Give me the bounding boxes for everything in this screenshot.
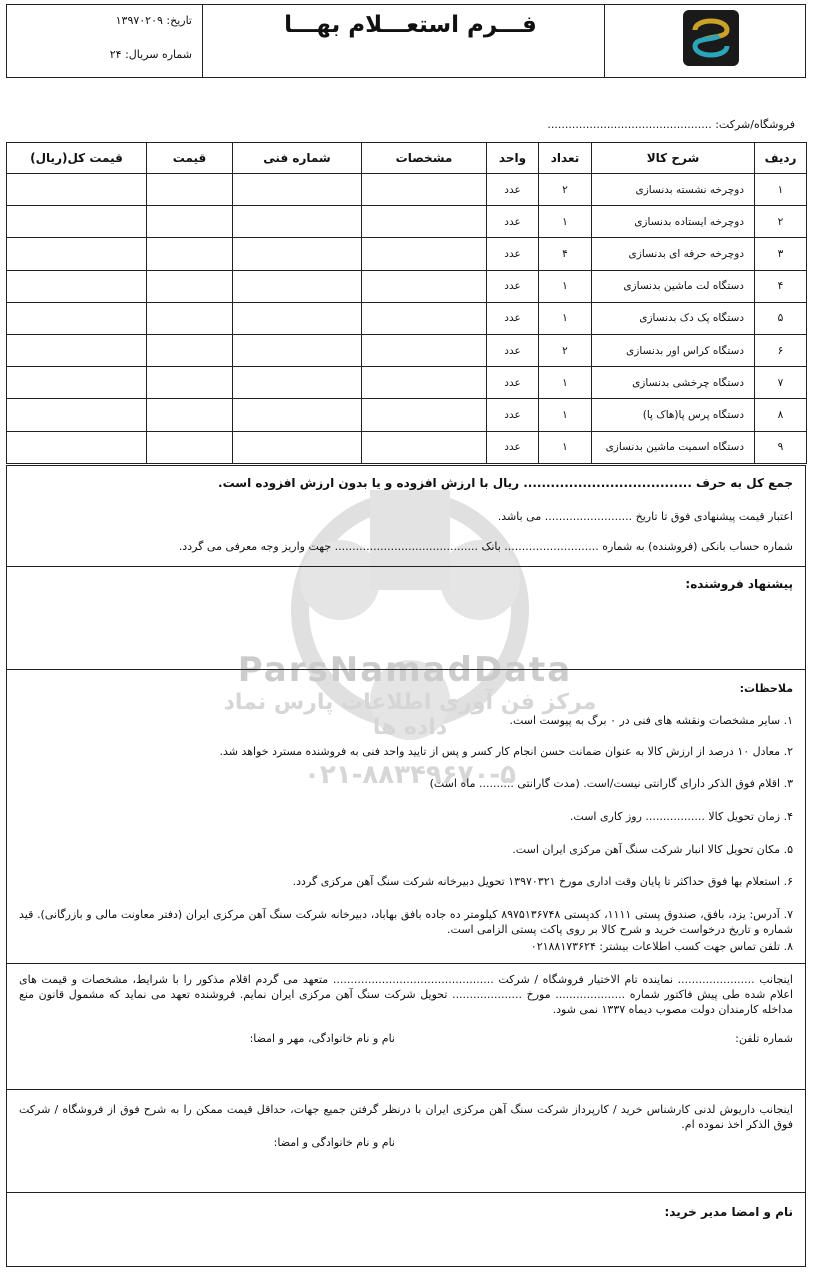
item-total-cell[interactable] xyxy=(7,399,147,431)
item-part-number-cell[interactable] xyxy=(233,206,362,238)
total-in-words: جمع کل به حرف ..................................... ریال با ارزش افزوده و یا بدون ارزش افزوده است. xyxy=(218,476,793,490)
seller-offer-section xyxy=(6,566,806,670)
item-unit: عدد xyxy=(487,238,539,270)
watermark-line: مرکز فن آوری اطلاعات پارس نماد داده ها xyxy=(223,690,597,740)
col-header-specs: مشخصات xyxy=(362,143,487,174)
note-item: ۵. مکان تحویل کالا انبار شرکت سنگ آهن مرکزی ایران است. xyxy=(512,843,793,856)
note-item: ۷. آدرس: یزد، بافق، صندوق پستی ۱۱۱۱، کدپستی ۸۹۷۵۱۳۶۷۴۸ کیلومتر ده جاده بافق بهاباد، دبیرخانه شرکت سنگ آهن مرکزی ایران (دفتر معاونت مالی و بازرگانی). قید شماره و تاریخ درخواست خرید و شرح کالا بر روی پاکت پستی الزامی است. xyxy=(19,908,793,936)
watermark-brand: ParsNamadData xyxy=(237,650,573,690)
table-row xyxy=(7,334,807,366)
item-specs-cell[interactable] xyxy=(362,334,487,366)
item-specs-cell[interactable] xyxy=(362,174,487,206)
seller-offer-label: پیشنهاد فروشنده: xyxy=(685,577,793,591)
item-unit: عدد xyxy=(487,334,539,366)
manager-signature-label: نام و امضا مدیر خرید: xyxy=(664,1205,793,1219)
item-total-cell[interactable] xyxy=(7,206,147,238)
notes-label: ملاحظات: xyxy=(739,682,793,695)
note-item: ۶. استعلام بها فوق حداکثر تا پایان وقت اداری مورخ ۱۳۹۷۰۳۲۱ تحویل دبیرخانه شرکت سنگ آهن مرکزی گردد. xyxy=(292,875,793,888)
table-row xyxy=(7,367,807,399)
item-quantity: ۱ xyxy=(539,270,592,302)
item-specs-cell[interactable] xyxy=(362,367,487,399)
expert-name-signature-label: نام و نام خانوادگی و امضا: xyxy=(273,1136,395,1149)
item-quantity: ۱ xyxy=(539,431,592,463)
item-description: دستگاه کراس اور بدنسازی xyxy=(592,334,755,366)
note-item: ۲. معادل ۱۰ درصد از ارزش کالا به عنوان ضمانت حسن انجام کار کسر و پس از تایید واحد فنی به فروشنده مسترد خواهد شد. xyxy=(219,745,793,758)
item-description: دوچرخه ایستاده بدنسازی xyxy=(592,206,755,238)
item-price-cell[interactable] xyxy=(147,206,233,238)
row-number: ۳ xyxy=(755,238,807,270)
item-description: دستگاه لت ماشین بدنسازی xyxy=(592,270,755,302)
col-header-description: شرح کالا xyxy=(592,143,755,174)
item-part-number-cell[interactable] xyxy=(233,302,362,334)
form-date: تاریخ: ۱۳۹۷۰۲۰۹ xyxy=(115,14,192,27)
col-header-unit: واحد xyxy=(487,143,539,174)
item-unit: عدد xyxy=(487,367,539,399)
item-part-number-cell[interactable] xyxy=(233,174,362,206)
item-description: دوچرخه نشسته بدنسازی xyxy=(592,174,755,206)
header-divider xyxy=(202,5,203,77)
item-unit: عدد xyxy=(487,270,539,302)
item-specs-cell[interactable] xyxy=(362,302,487,334)
item-quantity: ۱ xyxy=(539,206,592,238)
col-header-part-number: شماره فنی xyxy=(233,143,362,174)
item-specs-cell[interactable] xyxy=(362,431,487,463)
seller-commitment-section xyxy=(6,963,806,1090)
row-number: ۱ xyxy=(755,174,807,206)
note-item: ۱. سایر مشخصات ونقشه های فنی در ۰ برگ به پیوست است. xyxy=(509,714,793,727)
note-item: ۴. زمان تحویل کالا ................. روز کاری است. xyxy=(569,810,793,823)
item-price-cell[interactable] xyxy=(147,399,233,431)
item-total-cell[interactable] xyxy=(7,270,147,302)
col-header-total-price: قیمت کل(ریال) xyxy=(7,143,147,174)
item-quantity: ۲ xyxy=(539,174,592,206)
item-price-cell[interactable] xyxy=(147,334,233,366)
item-part-number-cell[interactable] xyxy=(233,270,362,302)
item-total-cell[interactable] xyxy=(7,174,147,206)
item-price-cell[interactable] xyxy=(147,302,233,334)
item-part-number-cell[interactable] xyxy=(233,367,362,399)
total-section xyxy=(6,465,806,567)
item-total-cell[interactable] xyxy=(7,431,147,463)
table-row xyxy=(7,431,807,463)
item-total-cell[interactable] xyxy=(7,238,147,270)
table-row xyxy=(7,270,807,302)
serial-number: شماره سریال: ۲۴ xyxy=(109,48,192,61)
row-number: ۷ xyxy=(755,367,807,399)
col-header-quantity: تعداد xyxy=(539,143,592,174)
page-title: فـــرم استعـــلام بهـــا xyxy=(284,12,537,38)
item-description: دستگاه پک دک بدنسازی xyxy=(592,302,755,334)
item-unit: عدد xyxy=(487,174,539,206)
item-part-number-cell[interactable] xyxy=(233,399,362,431)
item-quantity: ۱ xyxy=(539,302,592,334)
purchasing-expert-section xyxy=(6,1089,806,1193)
note-item: ۸. تلفن تماس جهت کسب اطلاعات بیشتر: ۰۲۱۸۸۱۷۳۶۲۴ xyxy=(530,940,793,953)
table-row xyxy=(7,206,807,238)
name-seal-signature-label: نام و نام خانوادگی، مهر و امضا: xyxy=(249,1032,395,1045)
watermark-phone: ۰۲۱-۸۸۳۴۹۶۷۰-۵ xyxy=(303,760,516,790)
table-header-row xyxy=(7,143,807,174)
item-part-number-cell[interactable] xyxy=(233,431,362,463)
item-description: دوچرخه حرفه ای بدنسازی xyxy=(592,238,755,270)
row-number: ۴ xyxy=(755,270,807,302)
table-row xyxy=(7,238,807,270)
seller-company-field: فروشگاه/شرکت: ............................................... xyxy=(547,118,795,131)
item-price-cell[interactable] xyxy=(147,367,233,399)
item-specs-cell[interactable] xyxy=(362,399,487,431)
item-quantity: ۲ xyxy=(539,334,592,366)
table-row xyxy=(7,302,807,334)
item-price-cell[interactable] xyxy=(147,270,233,302)
item-price-cell[interactable] xyxy=(147,238,233,270)
item-unit: عدد xyxy=(487,431,539,463)
item-specs-cell[interactable] xyxy=(362,206,487,238)
item-part-number-cell[interactable] xyxy=(233,238,362,270)
col-header-price: قیمت xyxy=(147,143,233,174)
notes-section xyxy=(6,669,806,964)
item-unit: عدد xyxy=(487,399,539,431)
row-number: ۵ xyxy=(755,302,807,334)
purchase-manager-section xyxy=(6,1192,806,1267)
item-price-cell[interactable] xyxy=(147,431,233,463)
item-unit: عدد xyxy=(487,302,539,334)
phone-label: شماره تلفن: xyxy=(735,1032,793,1045)
item-quantity: ۱ xyxy=(539,367,592,399)
validity-date-line: اعتبار قیمت پیشنهادی فوق تا تاریخ ......................... می باشد. xyxy=(497,510,793,523)
row-number: ۹ xyxy=(755,431,807,463)
item-total-cell[interactable] xyxy=(7,302,147,334)
item-specs-cell[interactable] xyxy=(362,238,487,270)
items-table xyxy=(6,142,807,464)
item-description: دستگاه اسمیت ماشین بدنسازی xyxy=(592,431,755,463)
item-unit: عدد xyxy=(487,206,539,238)
item-description: دستگاه پرس پا(هاک پا) xyxy=(592,399,755,431)
bank-account-line: شماره حساب بانکی (فروشنده) به شماره ........................... بانک ......................................... جهت واریز وجه معرفی می گردد. xyxy=(178,540,793,553)
table-row xyxy=(7,174,807,206)
note-item: ۳. اقلام فوق الذکر دارای گارانتی نیست/است. (مدت گارانتی .......... ماه است) xyxy=(429,777,793,790)
item-total-cell[interactable] xyxy=(7,367,147,399)
item-price-cell[interactable] xyxy=(147,174,233,206)
item-specs-cell[interactable] xyxy=(362,270,487,302)
row-number: ۶ xyxy=(755,334,807,366)
item-total-cell[interactable] xyxy=(7,334,147,366)
col-header-row-number: ردیف xyxy=(755,143,807,174)
expert-statement: اینجانب داریوش لدنی کارشناس خرید / کارپرداز شرکت سنگ آهن مرکزی ایران با درنظر گرفتن جمیع جهات، حداقل قیمت ممکن را به شرح فوق از فروشگاه / شرکت فوق الذکر اخذ نموده ام. xyxy=(19,1103,793,1131)
row-number: ۲ xyxy=(755,206,807,238)
item-description: دستگاه چرخشی بدنسازی xyxy=(592,367,755,399)
item-quantity: ۱ xyxy=(539,399,592,431)
table-row xyxy=(7,399,807,431)
item-part-number-cell[interactable] xyxy=(233,334,362,366)
company-logo-icon xyxy=(681,8,741,68)
item-quantity: ۴ xyxy=(539,238,592,270)
commitment-text: اینجانب ...................... نماینده تام الاختیار فروشگاه / شرکت .............................................. متعهد می گردم اقلام مذکور را با شرایط، مشخصات و قیمت های اعلام شده طی پیش فاکتور شماره .................... مورخ .................... تحویل شرکت سنگ آهن مرکزی ایران نمایم. فروشنده تعهد می نماید که مشمول قانون منع مداخله کارمندان دولت مصوب دیماه ۱۳۳۷ نمی شود. xyxy=(19,973,793,1016)
row-number: ۸ xyxy=(755,399,807,431)
